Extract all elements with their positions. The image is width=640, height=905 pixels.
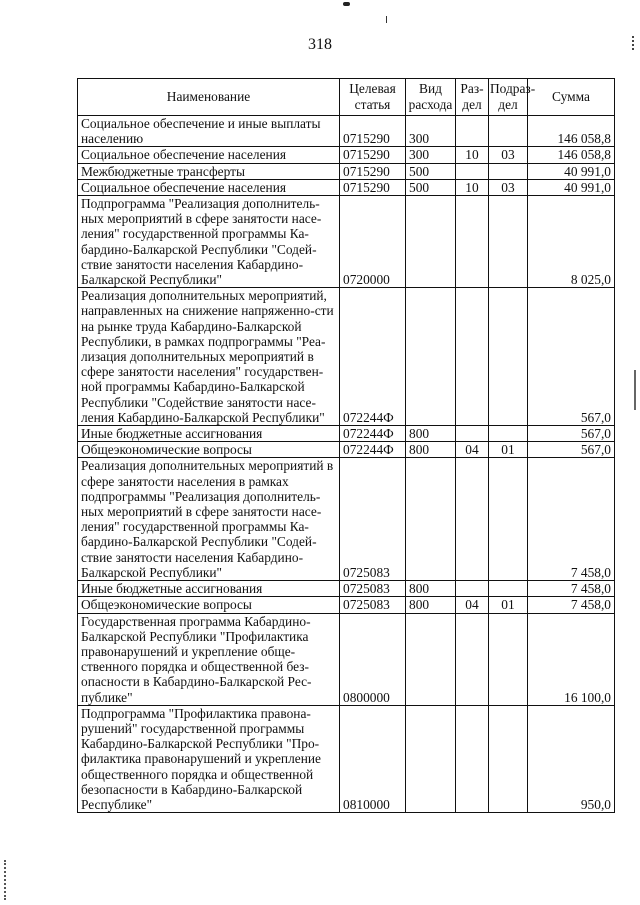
cell-name: Межбюджетные трансферты	[78, 163, 340, 179]
cell-subsection: 01	[489, 597, 528, 613]
table-row	[78, 597, 615, 613]
cell-kind: 800	[406, 426, 456, 442]
table-row	[78, 613, 615, 705]
cell-sum: 146 058,8	[528, 147, 615, 163]
page-number: 318	[308, 36, 332, 53]
scan-left-dots	[4, 860, 8, 900]
budget-table	[77, 78, 615, 813]
cell-sum: 950,0	[528, 705, 615, 812]
cell-kind: 300	[406, 147, 456, 163]
cell-code: 0720000	[340, 196, 406, 288]
cell-sum: 7 458,0	[528, 597, 615, 613]
cell-name: Подпрограмма "Профилактика правона-рушений" государственной программы Кабардино-Балкарской Республики "Про-филактика правонарушений и укрепление общественного порядка и общественной безопасности в Кабардино-Балкарской Республике"	[78, 705, 340, 812]
cell-code: 0715290	[340, 147, 406, 163]
cell-section	[456, 163, 489, 179]
cell-subsection	[489, 163, 528, 179]
table-row	[78, 147, 615, 163]
cell-section	[456, 426, 489, 442]
cell-sum: 567,0	[528, 288, 615, 426]
table-row	[78, 581, 615, 597]
cell-code: 0715290	[340, 163, 406, 179]
cell-section	[456, 458, 489, 581]
cell-kind	[406, 288, 456, 426]
table-row	[78, 196, 615, 288]
cell-name: Государственная программа Кабардино-Балкарской Республики "Профилактика правонарушений и укрепление обще-ственного порядка и общественной без-опасности в Кабардино-Балкарской Рес-публике"	[78, 613, 340, 705]
cell-subsection	[489, 581, 528, 597]
cell-subsection	[489, 116, 528, 147]
cell-name: Общеэкономические вопросы	[78, 442, 340, 458]
cell-kind: 800	[406, 597, 456, 613]
cell-code: 0725083	[340, 458, 406, 581]
cell-sum: 7 458,0	[528, 581, 615, 597]
cell-name: Социальное обеспечение населения	[78, 179, 340, 195]
cell-code: 0715290	[340, 116, 406, 147]
cell-subsection: 03	[489, 179, 528, 195]
cell-section: 04	[456, 597, 489, 613]
cell-name: Общеэкономические вопросы	[78, 597, 340, 613]
cell-sum: 40 991,0	[528, 179, 615, 195]
cell-subsection: 03	[489, 147, 528, 163]
cell-subsection	[489, 426, 528, 442]
cell-kind: 800	[406, 442, 456, 458]
table-header-row	[78, 79, 615, 116]
cell-subsection	[489, 613, 528, 705]
cell-code: 072244Ф	[340, 288, 406, 426]
cell-code: 0725083	[340, 597, 406, 613]
cell-kind: 500	[406, 163, 456, 179]
cell-section: 10	[456, 147, 489, 163]
cell-subsection	[489, 196, 528, 288]
table-row	[78, 426, 615, 442]
cell-name: Реализация дополнительных мероприятий в сфере занятости населения в рамках подпрограммы "Реализация дополнитель-ных мероприятий в сфере занятости насе-ления" государственной программы Ка-бардино-Балкарской Республики "Содей-ствие занятости населения Кабардино-Балкарской Республики"	[78, 458, 340, 581]
cell-subsection	[489, 705, 528, 812]
header-kind: Вид расхода	[406, 79, 456, 116]
table-row	[78, 705, 615, 812]
header-subsection: Подраз- дел	[489, 79, 528, 116]
cell-name: Социальное обеспечение населения	[78, 147, 340, 163]
cell-name: Подпрограмма "Реализация дополнитель-ных мероприятий в сфере занятости насе-ления" государственной программы Ка-бардино-Балкарской Республики "Содей-ствие занятости населения Кабардино-Балкарской Республики"	[78, 196, 340, 288]
cell-sum: 40 991,0	[528, 163, 615, 179]
cell-subsection: 01	[489, 442, 528, 458]
cell-code: 072244Ф	[340, 426, 406, 442]
cell-kind: 500	[406, 179, 456, 195]
cell-code: 072244Ф	[340, 442, 406, 458]
cell-code: 0725083	[340, 581, 406, 597]
cell-section	[456, 581, 489, 597]
cell-kind: 300	[406, 116, 456, 147]
scan-tick	[386, 16, 387, 23]
cell-kind	[406, 613, 456, 705]
cell-subsection	[489, 458, 528, 581]
cell-sum: 16 100,0	[528, 613, 615, 705]
cell-section	[456, 196, 489, 288]
header-section: Раз- дел	[456, 79, 489, 116]
table-row	[78, 288, 615, 426]
cell-section: 04	[456, 442, 489, 458]
scan-edge-bar	[634, 370, 636, 410]
table-row	[78, 116, 615, 147]
cell-kind	[406, 196, 456, 288]
header-sum: Сумма	[528, 79, 615, 116]
cell-name: Иные бюджетные ассигнования	[78, 581, 340, 597]
cell-kind	[406, 705, 456, 812]
cell-sum: 8 025,0	[528, 196, 615, 288]
table-row	[78, 442, 615, 458]
cell-section: 10	[456, 179, 489, 195]
table-row	[78, 179, 615, 195]
cell-section	[456, 288, 489, 426]
cell-sum: 567,0	[528, 426, 615, 442]
cell-sum: 567,0	[528, 442, 615, 458]
cell-code: 0800000	[340, 613, 406, 705]
cell-sum: 146 058,8	[528, 116, 615, 147]
table-row	[78, 458, 615, 581]
cell-kind: 800	[406, 581, 456, 597]
scan-mark	[343, 2, 350, 6]
cell-kind	[406, 458, 456, 581]
header-code: Целевая статья	[340, 79, 406, 116]
cell-name: Иные бюджетные ассигнования	[78, 426, 340, 442]
cell-sum: 7 458,0	[528, 458, 615, 581]
cell-name: Социальное обеспечение и иные выплаты населению	[78, 116, 340, 147]
header-name: Наименование	[78, 79, 340, 116]
table-body	[78, 116, 615, 813]
table-row	[78, 163, 615, 179]
cell-code: 0810000	[340, 705, 406, 812]
cell-section	[456, 116, 489, 147]
cell-name: Реализация дополнительных мероприятий, направленных на снижение напряженно-сти на рынке труда Кабардино-Балкарской Республики, в рамках подпрограммы "Реа-лизация дополнительных мероприятий в сфере занятости населения" государствен-ной программы Кабардино-Балкарской Республики "Содействие занятости насе-ления Кабардино-Балкарской Республики"	[78, 288, 340, 426]
cell-section	[456, 613, 489, 705]
cell-subsection	[489, 288, 528, 426]
cell-section	[456, 705, 489, 812]
cell-code: 0715290	[340, 179, 406, 195]
